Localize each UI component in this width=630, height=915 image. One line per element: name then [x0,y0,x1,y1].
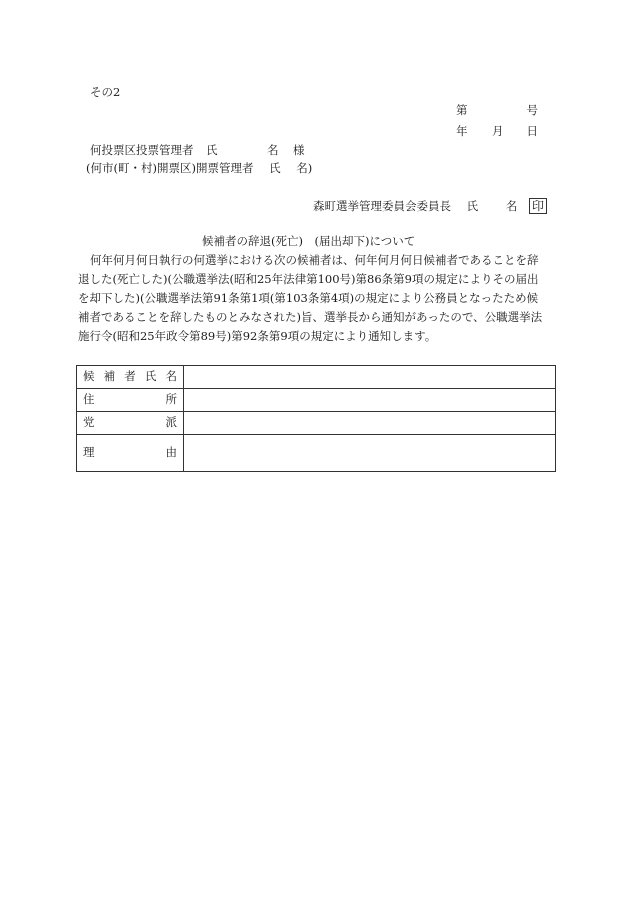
address-field[interactable] [184,389,556,412]
label-char: 派 [165,415,177,430]
body-line: 何年何月何日執行の何選挙における次の候補者は、何年何月何日候補者であることを辞 [90,253,539,267]
addressee-name-part-1: 氏 [206,143,218,157]
document-body [78,255,558,350]
number-suffix: 号 [526,103,538,117]
sender-name-part-1: 氏 [466,199,479,213]
label-char: 住 [83,392,95,407]
body-line: を却下した)(公職選挙法第91条第1項(第103条第4項)の規定により公務員となったため候 [78,291,539,305]
date-day: 日 [526,124,538,138]
addressee2-name-part-1: 氏 [269,161,281,175]
document-subject: 候補者の辞退(死亡) (届出却下)について [202,234,416,248]
reason-label [77,435,184,472]
label-char: 者 [124,369,136,384]
sender-title: 森町選挙管理委員会委員長 [313,199,451,213]
addressee-line-2 [86,163,312,175]
party-field[interactable] [184,412,556,435]
candidate-info-table [76,365,556,472]
body-line: 施行令(昭和25年政令第89号)第92条第9項の規定により通知します。 [78,329,437,343]
label-char: 由 [165,445,177,460]
reason-field[interactable] [184,435,556,472]
number-prefix: 第 [456,103,468,117]
form-number: その2 [90,85,121,99]
table-row [77,435,556,472]
label-char: 所 [165,392,177,407]
date-year: 年 [456,124,468,138]
seal-mark: 印 [529,198,547,214]
addressee-title-1: 何投票区投票管理者 [90,143,194,157]
addressee-line-1 [90,143,305,157]
sender-name-part-2: 名 [505,199,518,213]
candidate-name-field[interactable] [184,366,556,389]
label-char: 党 [83,415,95,430]
document-number-line [456,105,538,117]
date-month: 月 [492,124,504,138]
label-char: 理 [83,445,95,460]
label-char: 補 [103,369,116,384]
label-char: 候 [83,369,95,384]
table-row [77,412,556,435]
addressee-honorific: 様 [293,143,305,157]
body-line: 退した(死亡した)(公職選挙法(昭和25年法律第100号)第86条第9項の規定によりその届出 [78,272,539,286]
party-label [77,412,184,435]
table-row [77,366,556,389]
address-label [77,389,184,412]
addressee-name-part-2: 名 [267,143,279,157]
sender-line [313,198,547,214]
label-char: 名 [165,369,177,384]
table-row [77,389,556,412]
addressee2-name-part-2: 名) [296,161,313,175]
addressee-title-2: (何市(町・村)開票区)開票管理者 [86,161,254,175]
body-line: 補者であることを辞したものとみなされた)旨、選挙長から通知があったので、公職選挙法 [78,310,543,324]
label-char: 氏 [144,369,157,384]
candidate-name-label [77,366,184,389]
